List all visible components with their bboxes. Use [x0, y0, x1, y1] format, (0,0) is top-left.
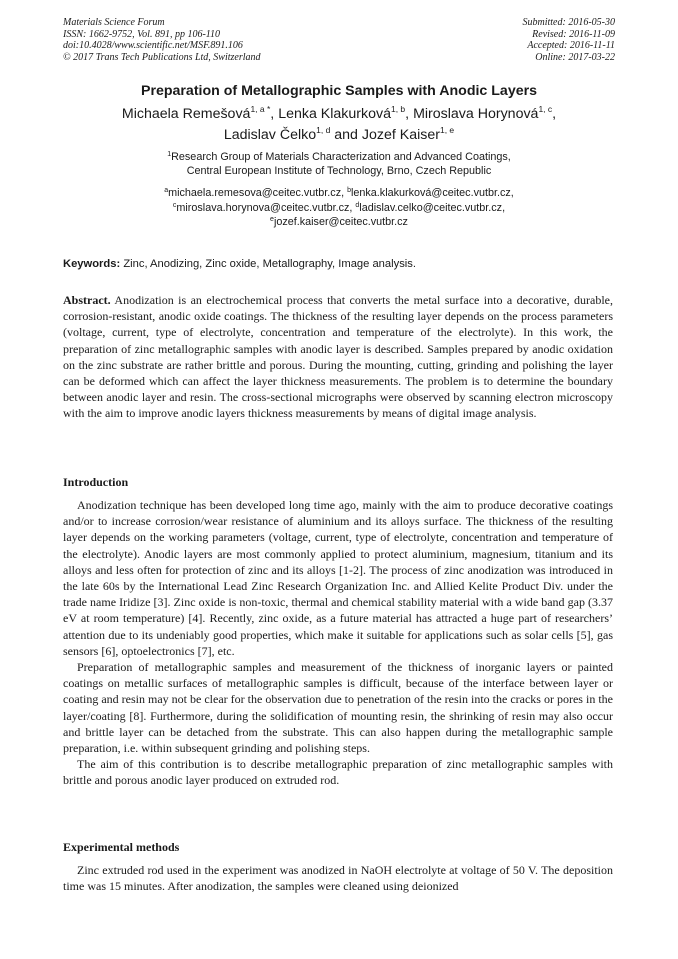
introduction-heading: Introduction: [63, 475, 129, 489]
affiliation: $^1$Research Group of Materials Characterization and Advanced Coatings, Central European Institute of Technology, Brno, Czech Republic: [40, 150, 638, 178]
abstract-text: Anodization is an electrochemical process that converts the metal surface into a decorative, durable, corrosion-resistant, anodic oxide coatings. The thickness of the resulting layer depends on the process parameters (voltage, current, type of electrolyte, concentration and temperature of the electrolyte). In this work, the preparation of zinc metallographic samples with anodic layer is described. Samples prepared by anodic oxidation on the zinc substrate are rather brittle and porous. During the mounting, cutting, grinding and polishing the layer can be deformed which can affect the layer thickness measurements. The problem is to determine the boundary between anodic layer and resin. The cross-sectional micrographs were observed by scanning electron microscopy with the aim to improve anodic layers thickness measurements by means of digital image analysis.: [63, 293, 613, 421]
author-name: Lenka Klakurková: [278, 106, 391, 122]
revised-date: Revised: 2016-11-09: [532, 28, 615, 40]
keywords-text: Zinc, Anodizing, Zinc oxide, Metallography, Image analysis.: [123, 258, 416, 270]
abstract-label: Abstract.: [63, 293, 111, 307]
author-list: [40, 104, 638, 146]
author-line-2: Ladislav Čelko$^{1, d}$ and Jozef Kaiser$^{1, e}$: [223, 125, 455, 143]
paragraph: The aim of this contribution is to describe metallographic preparation of zinc metallographic samples with brittle and porous anodic layer produced on extruded rod.: [63, 757, 613, 788]
experimental-methods-heading: Experimental methods: [63, 840, 180, 854]
author-affiliation-sup: 1, e: [439, 125, 455, 135]
author-line-1: Michaela Remešová$^{1, a *}$, Lenka Klakurková$^{1, b}$, Miroslava Horynová$^{1, c}$,: [121, 104, 557, 122]
keywords-label: Keywords:: [63, 258, 121, 270]
author-name: Ladislav Čelko: [223, 127, 317, 143]
author-affiliation-sup: 1, b: [390, 104, 406, 114]
email-link[interactable]: jozef.kaiser@ceitec.vutbr.cz: [273, 216, 408, 228]
submission-dates: [523, 17, 616, 63]
email-link[interactable]: ladislav.celko@ceitec.vutbr.cz: [359, 201, 503, 214]
author-name: Miroslava Horynová: [413, 106, 539, 122]
paragraph: Preparation of metallographic samples and measurement of the thickness of inorganic layers or painted coatings on metallic surfaces of metallographic samples is difficult, because of the interface between layer or coating and resin may not be clear for the observation due to penetration of the resin into the cracks or pores in the layer/coating [8]. Furthermore, during the solidification of mounting resin, the shrinking of resin may also occur and brittle layer can be detached from the substrate. This can also happen during the metallographic sample preparation, i.e. within subsequent grinding and polishing steps.: [63, 660, 613, 756]
journal-doi: doi:10.4028/www.scientific.net/MSF.891.106: [63, 40, 243, 52]
paragraph: Anodization technique has been developed long time ago, mainly with the aim to produce decorative coatings and/or to increase corrosion/wear resistance of aluminium and its alloys surface. The thickness of the resulting layer depends on the working parameters (voltage, current, type of electrolyte, concentration and temperature of the electrolyte). Anodic layers are most commonly applied to protect aluminium, magnesium, titanium and its alloys and less often for protection of zinc and its alloys [1-2]. The process of zinc anodization was introduced in the late 60s by the International Lead Zinc Research Organization Inc. and Allied Kelite Product Div. under the trade name Iridize [3]. Zinc oxide is non-toxic, thermal and chemical stability material with a wide band gap (3.37 eV at room temperature) [4]. Recently, zinc oxide, as a future material has attracted a huge part of researchers’ attention due to its undeniably good properties, which make it suitable for applications such as solar cells [5], gas sensors [6], optoelectronics [7], etc.: [63, 498, 613, 658]
affiliation-line-2: Central European Institute of Technology, Brno, Czech Republic: [186, 165, 492, 177]
experimental-methods-body: [63, 862, 613, 894]
paragraph: Zinc extruded rod used in the experiment was anodized in NaOH electrolyte at voltage of 50 V. The deposition time was 15 minutes. After anodization, the samples were cleaned using deionized: [63, 863, 613, 894]
introduction-body: [63, 497, 613, 789]
abstract: [63, 292, 613, 422]
accepted-date: Accepted: 2016-11-11: [527, 40, 615, 52]
journal-info: [63, 17, 261, 63]
author-name: Jozef Kaiser: [361, 127, 440, 143]
submitted-date: Submitted: 2016-05-30: [522, 17, 615, 28]
journal-name: Materials Science Forum: [63, 17, 165, 28]
email-link[interactable]: michaela.remesova@ceitec.vutbr.cz: [168, 187, 342, 199]
author-affiliation-sup: 1, d: [316, 125, 331, 135]
affiliation-line-1: Research Group of Materials Characterization and Advanced Coatings,: [171, 151, 511, 163]
online-date: Online: 2017-03-22: [535, 51, 615, 63]
author-emails: $^a$michaela.remesova@ceitec.vutbr.cz, $^b$lenka.klakurková@ceitec.vutbr.cz, $^c$miroslava.horynova@ceitec.vutbr.cz, $^d$ladislav.celko@ceitec.vutbr.cz, $^e$jozef.kaiser@ceitec.vutbr.cz: [164, 187, 514, 228]
author-affiliation-sup: 1, a *: [250, 104, 271, 114]
author-affiliation-sup: 1, c: [538, 104, 553, 114]
email-link[interactable]: miroslava.horynova@ceitec.vutbr.cz: [176, 201, 350, 214]
email-link[interactable]: lenka.klakurková@ceitec.vutbr.cz: [351, 187, 511, 199]
paper-title: Preparation of Metallographic Samples with Anodic Layers: [140, 83, 538, 99]
author-name: Michaela Remešová: [121, 106, 251, 122]
journal-copyright: © 2017 Trans Tech Publications Ltd, Switzerland: [63, 51, 261, 63]
journal-issn: ISSN: 1662-9752, Vol. 891, pp 106-110: [63, 28, 221, 40]
keywords: [63, 258, 416, 270]
